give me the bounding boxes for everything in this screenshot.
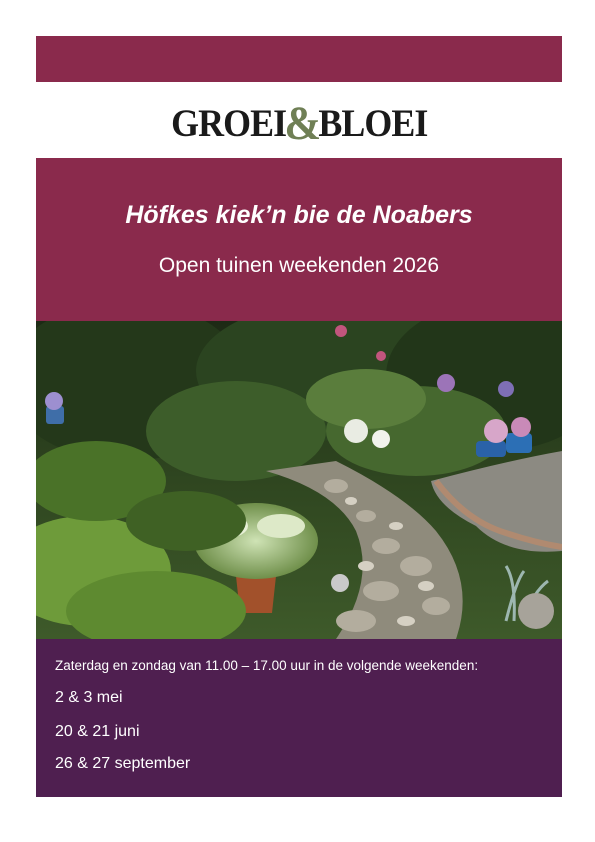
top-color-bar: [36, 36, 562, 82]
garden-photo: [36, 321, 562, 639]
weekend-date: 26 & 27 september: [55, 755, 191, 772]
flyer-title: Höfkes kiek’n bie de Noabers: [125, 201, 473, 229]
weekend-date: 2 & 3 mei: [55, 689, 123, 706]
flyer-page: [36, 36, 562, 797]
logo-text-groei: GROEI: [170, 101, 286, 145]
opening-hours-text: Zaterdag en zondag van 11.00 – 17.00 uur in de volgende weekenden:: [55, 658, 479, 673]
logo-ampersand: &: [284, 96, 320, 150]
weekend-date: 20 & 21 juni: [55, 723, 140, 740]
logo-text-bloei: BLOEI: [318, 101, 428, 145]
groei-bloei-logo: [171, 93, 427, 148]
title-band: [36, 158, 562, 321]
garden-illustration: [36, 321, 562, 639]
flyer-subtitle: Open tuinen weekenden 2026: [158, 254, 440, 277]
logo-band: [36, 82, 562, 158]
info-band: [36, 639, 562, 797]
